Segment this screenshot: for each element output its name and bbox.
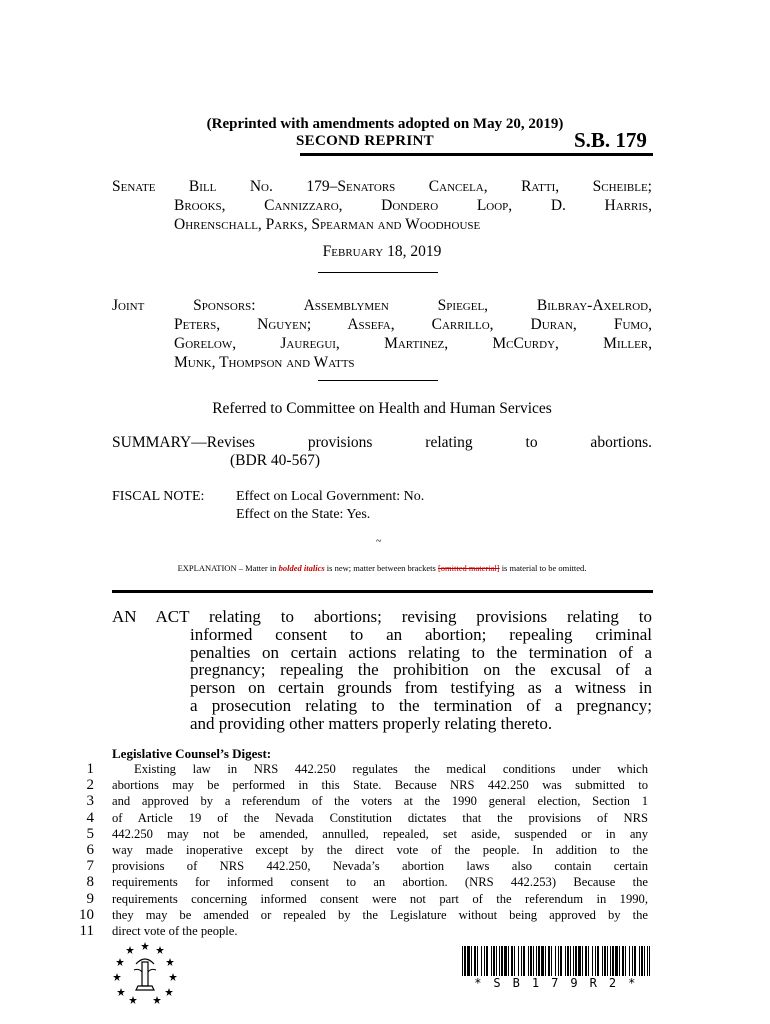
reprint-note: (Reprinted with amendments adopted on May 20, 2019) [206,116,564,132]
header-rule [300,153,653,156]
digest-line: direct vote of the people. [112,924,238,939]
act-line: person on certain grounds from testifying as a witness in [190,678,652,698]
line-number: 10 [79,906,94,923]
digest-body [112,761,648,939]
explanation-middle: is new; matter between brackets [324,563,438,573]
barcode-text: * S B 1 7 9 R 2 * [474,976,638,990]
digest-line: and approved by a referendum of the voters at the 1990 general election, Section 1 [112,794,648,809]
nevada-seal-icon [112,940,178,1006]
fiscal-note-label: FISCAL NOTE: [112,489,205,504]
summary-line-1: SUMMARY—Revises provisions relating to abortions. [112,434,652,451]
sponsors-line-4: Munk, Thompson and Watts [174,354,355,371]
second-reprint-label: SECOND REPRINT [296,133,434,149]
digest-line: they may be amended or repealed by the Legislature without being approved by the [112,907,648,922]
section-rule [112,590,653,593]
line-number: 8 [86,874,94,891]
line-number: 5 [86,825,94,842]
bill-summary [112,434,652,470]
act-line: informed consent to an abortion; repealing criminal [190,624,652,644]
act-line: penalties on certain actions relating to the termination of a [190,642,652,662]
line-number: 7 [86,858,94,875]
sponsors-line-3: Gorelow, Jauregui, Martinez, McCurdy, Miller, [174,335,652,352]
line-number: 9 [86,890,94,907]
explanation-suffix: is material to be omitted. [499,563,587,573]
act-line: a prosecution relating to the termination of a pregnancy; [190,695,652,715]
tilde-mark: ~ [376,536,382,547]
digest-line: Existing law in NRS 442.250 regulates the medical conditions under which [134,762,648,776]
digest-title: Legislative Counsel’s Digest: [112,746,272,761]
sponsors-line-2: Peters, Nguyen; Assefa, Carrillo, Duran, Fumo, [174,316,652,333]
line-numbers [64,761,94,939]
sponsors-line-1: Joint Sponsors: Assemblymen Spiegel, Bilbray-Axelrod, [112,297,652,314]
explanation-prefix: EXPLANATION – Matter in [177,563,279,573]
digest-line: requirements concerning informed consent were not part of the referendum in 1990, [112,891,648,906]
line-number: 2 [86,777,94,794]
separator-dash [318,272,438,273]
bill-authors [112,177,652,234]
act-line: and providing other matters properly relating thereto. [190,713,553,733]
line-number: 3 [86,793,94,810]
fiscal-state: Effect on the State: Yes. [236,507,371,522]
separator-dash [318,380,438,381]
explanation-omitted: [omitted material] [437,563,500,573]
explanation-note [112,563,652,573]
explanation-new-matter: bolded italics [278,563,325,573]
digest-line: of Article 19 of the Nevada Constitution dictates that the provisions of NRS [112,810,648,825]
line-number: 6 [86,842,94,859]
act-line: AN ACT relating to abortions; revising provisions relating to [112,607,652,626]
barcode-icon [462,946,650,976]
bill-number: S.B. 179 [574,128,647,152]
act-title [112,608,652,733]
fiscal-local: Effect on Local Government: No. [236,489,425,504]
line-number: 1 [86,761,94,777]
authors-line-3: Ohrenschall, Parks, Spearman and Woodhouse [174,216,481,233]
line-number: 4 [86,809,94,826]
authors-line-1: Senate Bill No. 179–Senators Cancela, Ratti, Scheible; [112,178,652,195]
authors-line-2: Brooks, Cannizzaro, Dondero Loop, D. Harris, [174,197,652,214]
joint-sponsors [112,296,652,372]
fiscal-note [112,488,424,524]
digest-line: abortions may be performed in this State. Because NRS 442.250 was submitted to [112,778,648,793]
bill-date: February 18, 2019 [322,243,442,260]
committee-referral: Referred to Committee on Health and Human Services [212,400,552,417]
digest-line: requirements for informed consent to an abortion. (NRS 442.253) Because the [112,875,648,890]
summary-bdr: (BDR 40-567) [230,452,320,469]
digest-line: way made inoperative except by the direct vote of the people. In addition to the [112,843,648,858]
digest-line: 442.250 may not be amended, annulled, repealed, set aside, suspended or in any [112,826,648,841]
act-line: pregnancy; repealing the prohibition on the excusal of a [190,660,652,680]
digest-line: provisions of NRS 442.250, Nevada’s abortion laws also contain certain [112,859,648,874]
line-number: 11 [79,923,94,940]
